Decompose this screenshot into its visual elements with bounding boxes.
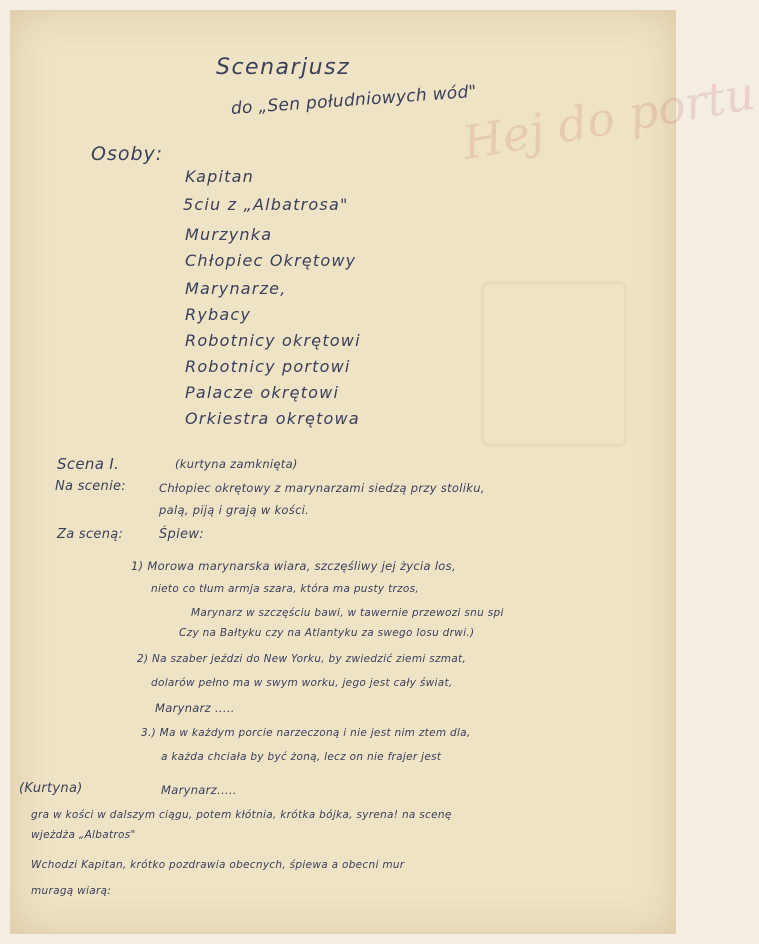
bleed-through-watermark: Hej do portu <box>458 65 759 171</box>
cast-item: 5ciu z „Albatrosa" <box>183 195 349 214</box>
song-line: dolarów pełno ma w swym worku, jego jest cały świat, <box>151 677 453 689</box>
cast-item: Murzynka <box>185 225 273 244</box>
cast-item: Palacze okrętowi <box>185 383 340 402</box>
cast-item: Marynarze, <box>185 279 287 298</box>
song-line: 1) Morowa marynarska wiara, szczęśliwy jej życia los, <box>131 559 456 573</box>
cast-item: Chłopiec Okrętowy <box>185 251 357 270</box>
song-line: nieto co tłum armja szara, która ma pusty trzos, <box>151 583 420 595</box>
curtain-note: (Kurtyna) <box>19 781 83 796</box>
on-stage-label: Na scenie: <box>55 479 126 494</box>
scene-label: Scena I. <box>57 455 120 473</box>
on-stage-text: palą, piją i grają w kości. <box>159 503 310 517</box>
song-line: Marynarz..... <box>161 783 237 797</box>
ending-line: wjeżdża „Albatros" <box>31 829 136 841</box>
ending-line: muragą wiarą: <box>31 885 112 897</box>
bleed-through-shape <box>481 281 627 447</box>
cast-item: Robotnicy portowi <box>185 357 351 376</box>
cast-item: Robotnicy okrętowi <box>185 331 361 350</box>
ending-line: Wchodzi Kapitan, krótko pozdrawia obecnych, śpiewa a obecni mur <box>31 859 405 871</box>
behind-stage-text: Śpiew: <box>159 527 204 542</box>
song-line: 2) Na szaber jeździ do New Yorku, by zwiedzić ziemi szmat, <box>137 653 467 665</box>
song-line: 3.) Ma w każdym porcie narzeczoną i nie jest nim ztem dla, <box>141 727 471 739</box>
scene-note: (kurtyna zamknięta) <box>175 457 298 471</box>
cast-item: Kapitan <box>185 167 254 186</box>
cast-item: Rybacy <box>185 305 252 324</box>
song-line: Marynarz w szczęściu bawi, w tawernie przewozi snu spi <box>191 607 504 619</box>
document-title: Scenarjusz <box>216 55 351 80</box>
cast-item: Orkiestra okrętowa <box>185 409 360 428</box>
on-stage-text: Chłopiec okrętowy z marynarzami siedzą przy stoliku, <box>159 481 485 495</box>
document-subtitle: do „Sen południowych wód" <box>230 81 478 119</box>
song-line: a każda chciała by być żoną, lecz on nie frajer jest <box>161 751 442 763</box>
behind-stage-label: Za sceną: <box>57 527 124 542</box>
document-page <box>10 10 759 934</box>
song-line: Czy na Bałtyku czy na Atlantyku za swego losu drwi.) <box>179 627 475 639</box>
cast-heading: Osoby: <box>91 143 164 165</box>
ending-line: gra w kości w dalszym ciągu, potem kłótnia, krótka bójka, syrena! na scenę <box>31 809 452 821</box>
song-line: Marynarz ..... <box>155 701 235 715</box>
